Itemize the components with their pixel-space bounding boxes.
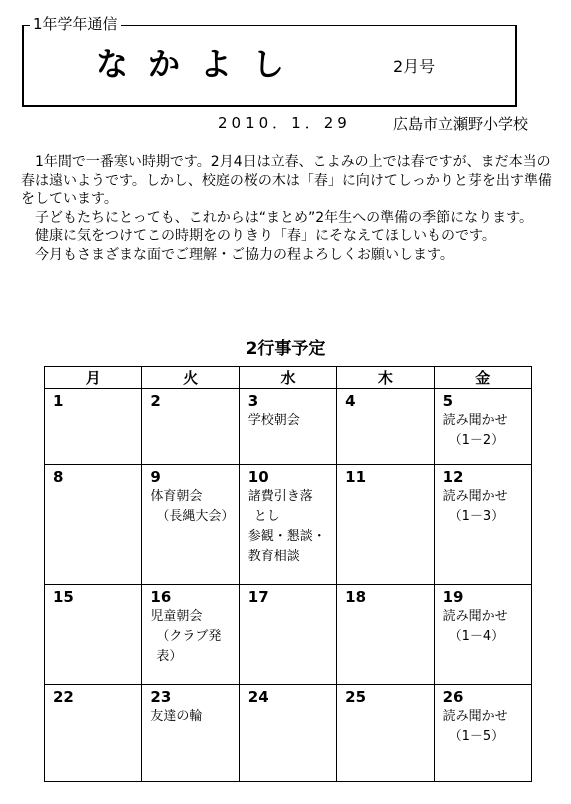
calendar-day-cell xyxy=(45,685,142,782)
body-text xyxy=(21,153,553,264)
calendar-day-cell xyxy=(142,585,239,685)
event-text: 体育朝会 xyxy=(150,489,203,504)
paragraph: 子どもたちにとっても、これからは“まとめ”2年生への準備の季節になります。 xyxy=(35,209,534,226)
paragraph: 1年間で一番寒い時期です。2月4日は立春、こよみの上では春ですが、まだ本当の春は遠いようです。しかし、校庭の桜の木は「春」に向けてしっかりと芽を出す準備をしています。 xyxy=(21,154,552,207)
day-number: 26 xyxy=(442,688,464,706)
event-text: 児童朝会 xyxy=(150,609,203,624)
issue-label: 2月号 xyxy=(393,57,436,76)
calendar-week-row xyxy=(45,585,532,685)
day-number: 5 xyxy=(442,392,453,410)
weekday-header: 木 xyxy=(337,367,434,389)
calendar-day-cell xyxy=(45,465,142,585)
calendar-day-cell xyxy=(337,685,434,782)
day-number: 22 xyxy=(53,688,74,706)
event-text: 友達の輪 xyxy=(150,709,203,724)
issue-date: 2010．1．29 xyxy=(218,114,351,132)
event-text: とし xyxy=(253,509,280,524)
day-number: 8 xyxy=(53,468,64,486)
calendar-day-cell xyxy=(142,389,239,465)
day-number: 4 xyxy=(345,392,356,410)
calendar-week-row xyxy=(45,389,532,465)
school-name: 広島市立瀬野小学校 xyxy=(393,115,529,133)
event-text: 諸費引き落 xyxy=(247,489,313,504)
calendar-day-cell xyxy=(434,685,531,782)
event-text: 参観・懇談・ xyxy=(247,529,326,544)
day-number: 12 xyxy=(442,468,464,486)
paragraph: 今月もさまざまな面でご理解・ご協力の程よろしくお願いします。 xyxy=(35,246,454,263)
day-number: 18 xyxy=(345,588,367,606)
paragraph: 健康に気をつけてこの時期をのりきり「春」にそなえてほしいものです。 xyxy=(35,228,496,244)
day-number: 25 xyxy=(345,688,367,706)
calendar-day-cell xyxy=(239,685,336,782)
event-text: （クラブ発 xyxy=(156,629,222,644)
day-number: 1 xyxy=(53,392,64,410)
day-number: 23 xyxy=(150,688,172,706)
event-text: （1－5） xyxy=(448,729,505,744)
event-text: （1－3） xyxy=(448,509,505,524)
event-text: 読み聞かせ xyxy=(442,609,508,624)
event-text: 読み聞かせ xyxy=(442,413,508,428)
day-number: 15 xyxy=(53,588,74,606)
schedule-title: 2行事予定 xyxy=(245,339,326,359)
weekday-header: 金 xyxy=(434,367,531,389)
day-number: 16 xyxy=(150,588,172,606)
day-number: 24 xyxy=(247,688,269,706)
day-number: 10 xyxy=(247,468,269,486)
calendar-day-cell xyxy=(45,389,142,465)
newsletter-title: なかよし xyxy=(96,45,305,83)
calendar-day-cell xyxy=(239,465,336,585)
calendar-day-cell xyxy=(337,389,434,465)
event-text: （長縄大会） xyxy=(156,509,235,524)
weekday-header: 月 xyxy=(45,367,142,389)
calendar-day-cell xyxy=(337,585,434,685)
calendar-day-cell xyxy=(434,585,531,685)
weekday-header: 水 xyxy=(239,367,336,389)
schedule-calendar xyxy=(44,366,532,782)
day-number: 19 xyxy=(442,588,464,606)
calendar-day-cell xyxy=(142,465,239,585)
event-text: （1－4） xyxy=(448,629,505,644)
event-text: 読み聞かせ xyxy=(442,489,508,504)
calendar-day-cell xyxy=(45,585,142,685)
header-corner-mark xyxy=(22,25,24,33)
day-number: 2 xyxy=(150,392,161,410)
weekday-header: 火 xyxy=(142,367,239,389)
calendar-day-cell xyxy=(239,389,336,465)
calendar-day-cell xyxy=(434,389,531,465)
day-number: 11 xyxy=(345,468,367,486)
event-text: 教育相談 xyxy=(247,549,300,564)
event-text: （1－2） xyxy=(448,433,505,448)
calendar-week-row xyxy=(45,685,532,782)
event-text: 学校朝会 xyxy=(247,413,300,428)
event-text: 表） xyxy=(156,649,183,664)
calendar-day-cell xyxy=(337,465,434,585)
calendar-week-row xyxy=(45,465,532,585)
calendar-day-cell xyxy=(434,465,531,585)
weekday-header-row xyxy=(45,367,532,389)
newsletter-label: 1年学年通信 xyxy=(30,16,121,32)
day-number: 9 xyxy=(150,468,161,486)
calendar-day-cell xyxy=(239,585,336,685)
day-number: 17 xyxy=(247,588,269,606)
event-text: 読み聞かせ xyxy=(442,709,508,724)
calendar-day-cell xyxy=(142,685,239,782)
day-number: 3 xyxy=(247,392,259,410)
